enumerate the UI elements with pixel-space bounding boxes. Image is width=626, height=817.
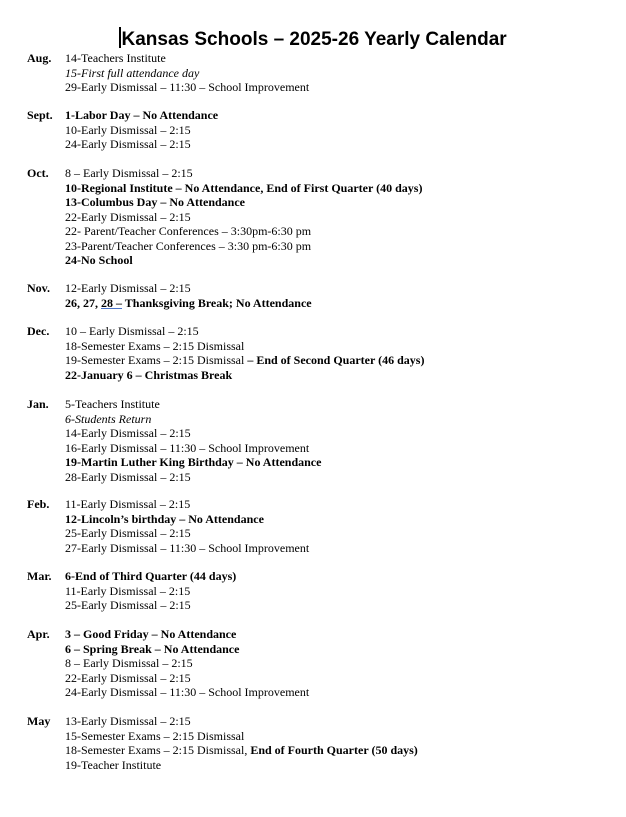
month-label: Oct.	[27, 166, 49, 180]
event-line: 11-Early Dismissal – 2:15	[65, 583, 191, 598]
event-line: 24-Early Dismissal – 2:15	[65, 137, 191, 151]
event-line: 6 – Spring Break – No Attendance	[65, 641, 240, 656]
event-line: 28-Early Dismissal – 2:15	[65, 469, 191, 484]
thanksgiving-line	[65, 296, 312, 311]
month-label: Sept.	[27, 108, 53, 122]
month-label: May	[27, 714, 51, 728]
event-line: 12-Lincoln’s birthday – No Attendance	[65, 511, 264, 526]
event-line: 23-Parent/Teacher Conferences – 3:30 pm-6:30 pm	[65, 238, 312, 253]
event-line: 8 – Early Dismissal – 2:15	[65, 166, 193, 180]
semester-exams-text: 19-Semester Exams – 2:15 Dismissal	[65, 353, 248, 367]
event-line: 24-Early Dismissal – 11:30 – School Improvement	[65, 685, 310, 699]
final-exams-line	[65, 743, 418, 758]
event-list	[65, 108, 218, 152]
event-line: 6-Students Return	[65, 411, 152, 426]
event-line: 18-Semester Exams – 2:15 Dismissal	[65, 338, 245, 353]
event-list	[65, 324, 424, 382]
event-list	[65, 714, 418, 772]
month-label: Nov.	[27, 281, 51, 295]
event-list	[65, 569, 236, 613]
event-line: 25-Early Dismissal – 2:15	[65, 598, 191, 612]
month-label: Dec.	[27, 324, 50, 338]
thanksgiving-prefix: 26, 27,	[65, 295, 101, 310]
event-list	[65, 51, 309, 95]
month-label: Jan.	[27, 397, 49, 411]
event-line: 14-Teachers Institute	[65, 51, 166, 65]
event-line: 22-Early Dismissal – 2:15	[65, 670, 191, 685]
event-line: 5-Teachers Institute	[65, 397, 160, 411]
event-list	[65, 281, 312, 310]
event-line: 10-Regional Institute – No Attendance, End of First Quarter (40 days)	[65, 180, 423, 195]
event-line: 10 – Early Dismissal – 2:15	[65, 324, 199, 338]
event-line: 6-End of Third Quarter (44 days)	[65, 569, 237, 583]
month-label: Mar.	[27, 569, 52, 583]
text-cursor	[119, 27, 120, 48]
event-line: 13-Columbus Day – No Attendance	[65, 195, 246, 209]
end-of-year-text: End of Fourth Quarter (50 days)	[250, 743, 418, 757]
event-line: 22-January 6 – Christmas Break	[65, 367, 233, 382]
event-line: 19-Martin Luther King Birthday – No Attendance	[65, 455, 322, 469]
event-line: 14-Early Dismissal – 2:15	[65, 426, 191, 440]
event-line: 22- Parent/Teacher Conferences – 3:30pm-6:30 pm	[65, 224, 312, 238]
event-line: 15-Semester Exams – 2:15 Dismissal	[65, 728, 245, 743]
page-title	[0, 27, 626, 52]
month-label: Aug.	[27, 51, 52, 65]
end-of-quarter-text: – End of Second Quarter (46 days)	[247, 353, 425, 367]
event-line: 16-Early Dismissal – 11:30 – School Improvement	[65, 440, 310, 455]
event-line: 24-No School	[65, 253, 133, 267]
event-line: 29-Early Dismissal – 11:30 – School Improvement	[65, 80, 310, 94]
event-line: 1-Labor Day – No Attendance	[65, 108, 219, 122]
event-line: 22-Early Dismissal – 2:15	[65, 209, 191, 224]
semester-exams-line	[65, 353, 424, 368]
thanksgiving-suffix: Thanksgiving Break; No Attendance	[122, 295, 312, 310]
event-line: 19-Teacher Institute	[65, 757, 162, 772]
event-line: 25-Early Dismissal – 2:15	[65, 526, 191, 540]
event-line: 8 – Early Dismissal – 2:15	[65, 656, 193, 670]
event-line: 12-Early Dismissal – 2:15	[65, 281, 191, 295]
month-label: Apr.	[27, 627, 50, 641]
event-line: 3 – Good Friday – No Attendance	[65, 627, 237, 641]
final-exams-text: 18-Semester Exams – 2:15 Dismissal,	[65, 743, 251, 757]
page-title-text: Kansas Schools – 2025-26 Yearly Calendar	[121, 29, 507, 50]
event-line: 15-First full attendance day	[65, 65, 200, 80]
event-list	[65, 627, 309, 700]
event-list	[65, 397, 321, 484]
event-line: 11-Early Dismissal – 2:15	[65, 497, 191, 511]
event-line: 13-Early Dismissal – 2:15	[65, 714, 191, 728]
event-line: 10-Early Dismissal – 2:15	[65, 122, 191, 137]
thanksgiving-underlined: 28 –	[101, 295, 122, 310]
month-label: Feb.	[27, 497, 50, 511]
event-list	[65, 497, 309, 555]
event-list	[65, 166, 422, 268]
event-line: 27-Early Dismissal – 11:30 – School Improvement	[65, 540, 310, 555]
